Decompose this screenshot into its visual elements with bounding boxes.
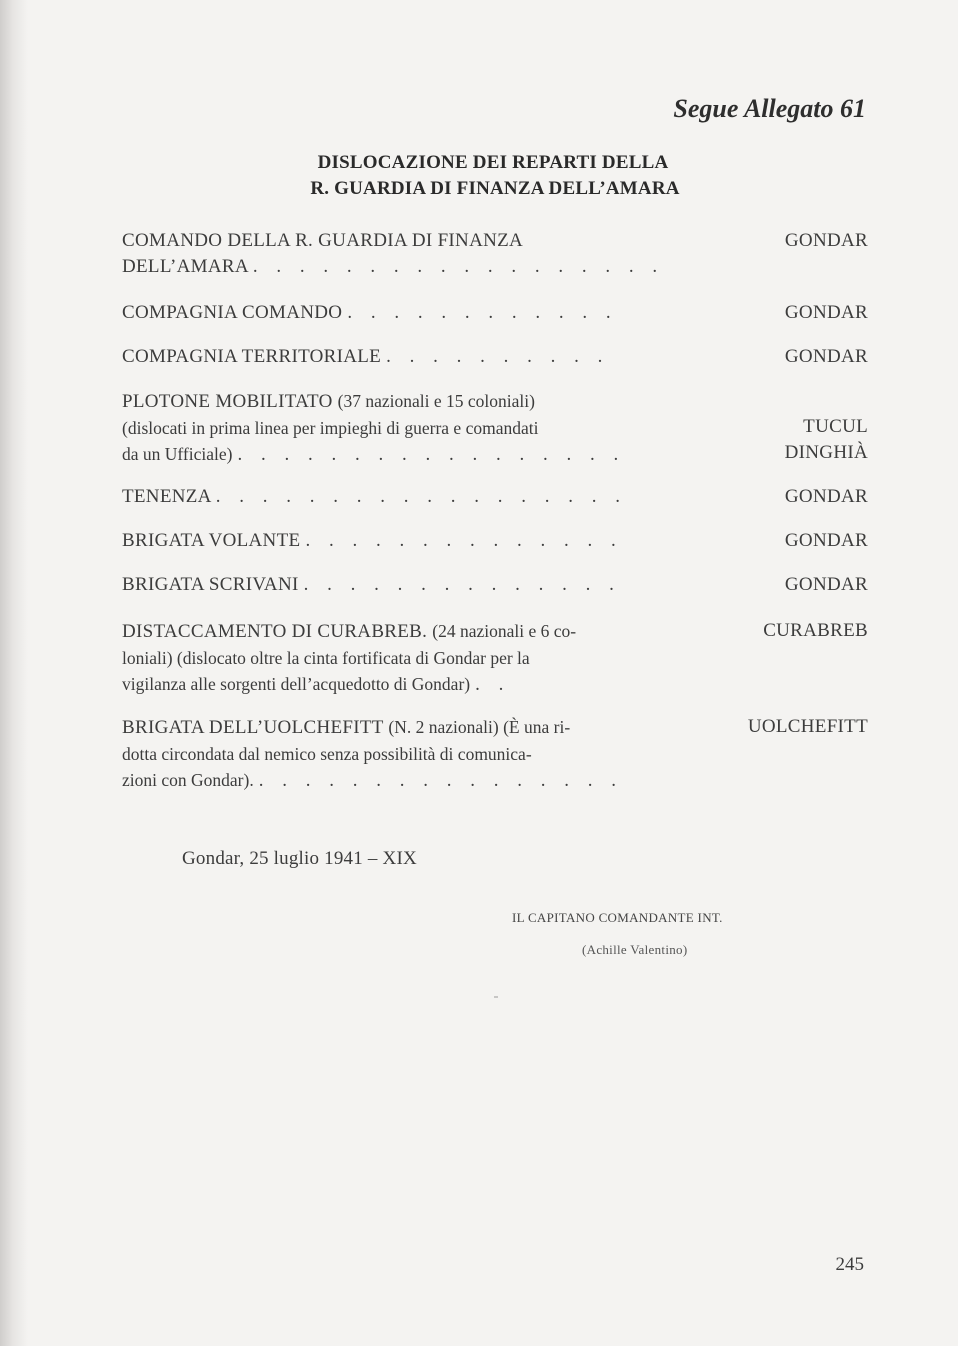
dot-leader: . . . . . . . . . . . . . . xyxy=(303,574,621,595)
unit-name xyxy=(122,388,678,468)
unit-location: GONDAR xyxy=(784,486,868,507)
unit-location: GONDAR xyxy=(784,346,868,367)
annex-heading: Segue Allegato 61 xyxy=(673,94,866,123)
unit-detail: zioni con Gondar). xyxy=(122,770,254,790)
dot-leader: . . . . . . . . . . xyxy=(386,346,610,367)
unit-name-line: COMANDO DELLA R. GUARDIA DI FINANZA xyxy=(122,230,524,251)
unit-location-line: DINGHIÀ xyxy=(784,442,868,463)
unit-location: UOLCHEFITT xyxy=(747,716,868,737)
unit-name-line: BRIGATA SCRIVANI xyxy=(122,574,299,595)
unit-name xyxy=(122,300,678,326)
unit-name xyxy=(122,344,678,370)
signature-role: IL CAPITANO COMANDANTE INT. xyxy=(512,910,723,925)
unit-detail: dotta circondata dal nemico senza possibilità di comunica- xyxy=(122,744,532,764)
unit-name xyxy=(122,228,678,280)
unit-name-line: PLOTONE MOBILITATO xyxy=(122,391,333,412)
unit-name-line: TENENZA xyxy=(122,486,211,507)
page-number: 245 xyxy=(835,1254,864,1275)
unit-location: GONDAR xyxy=(784,230,868,251)
date-line: Gondar, 25 luglio 1941 – XIX xyxy=(182,848,417,869)
dot-leader: . . . . . . . . . . . . . . xyxy=(305,530,623,551)
unit-name xyxy=(122,714,678,794)
unit-name xyxy=(122,484,678,510)
signature-name: (Achille Valentino) xyxy=(582,942,688,957)
unit-location-line: TUCUL xyxy=(803,416,868,437)
unit-name-line: DELL’AMARA xyxy=(122,256,248,277)
dot-leader: . . . . . . . . . . . . . . . . xyxy=(258,770,624,791)
dot-leader: . . . . . . . . . . . . . . . . . xyxy=(237,444,626,465)
unit-name-line: COMPAGNIA COMANDO xyxy=(122,302,343,323)
unit-name-line: COMPAGNIA TERRITORIALE xyxy=(122,346,382,367)
print-speck xyxy=(494,996,498,998)
unit-location: GONDAR xyxy=(784,530,868,551)
dot-leader: . . . . . . . . . . . . . . . . . . xyxy=(215,486,627,507)
unit-detail: (24 nazionali e 6 co- xyxy=(432,621,577,641)
unit-detail: (37 nazionali e 15 coloniali) xyxy=(337,391,535,411)
document-title-line-2: R. GUARDIA DI FINANZA DELL’AMARA xyxy=(310,178,680,199)
dot-leader: . . . . . . . . . . . . . . . . . . xyxy=(252,256,665,277)
unit-name-line: BRIGATA VOLANTE xyxy=(122,530,301,551)
unit-name xyxy=(122,528,678,554)
dot-leader: . . . . . . . . . . . . xyxy=(347,302,618,323)
unit-detail: (dislocati in prima linea per impieghi di guerra e comandati xyxy=(122,418,539,438)
unit-name-line: BRIGATA DELL’UOLCHEFITT xyxy=(122,717,384,738)
document-title-line-1: DISLOCAZIONE DEI REPARTI DELLA xyxy=(317,152,669,173)
unit-detail: vigilanza alle sorgenti dell’acquedotto di Gondar) xyxy=(122,674,471,694)
dot-leader: . . xyxy=(475,674,511,695)
unit-location: GONDAR xyxy=(784,302,868,323)
unit-location: CURABREB xyxy=(763,620,868,641)
unit-name-line: DISTACCAMENTO DI CURABREB. xyxy=(122,621,428,642)
unit-detail: (N. 2 nazionali) (È una ri- xyxy=(388,717,571,737)
unit-name xyxy=(122,572,678,598)
unit-name xyxy=(122,618,678,698)
unit-location xyxy=(785,414,868,466)
unit-detail: da un Ufficiale) xyxy=(122,444,233,464)
document-title xyxy=(0,150,958,202)
unit-detail: loniali) (dislocato oltre la cinta fortificata di Gondar per la xyxy=(122,648,530,668)
unit-location: GONDAR xyxy=(784,574,868,595)
